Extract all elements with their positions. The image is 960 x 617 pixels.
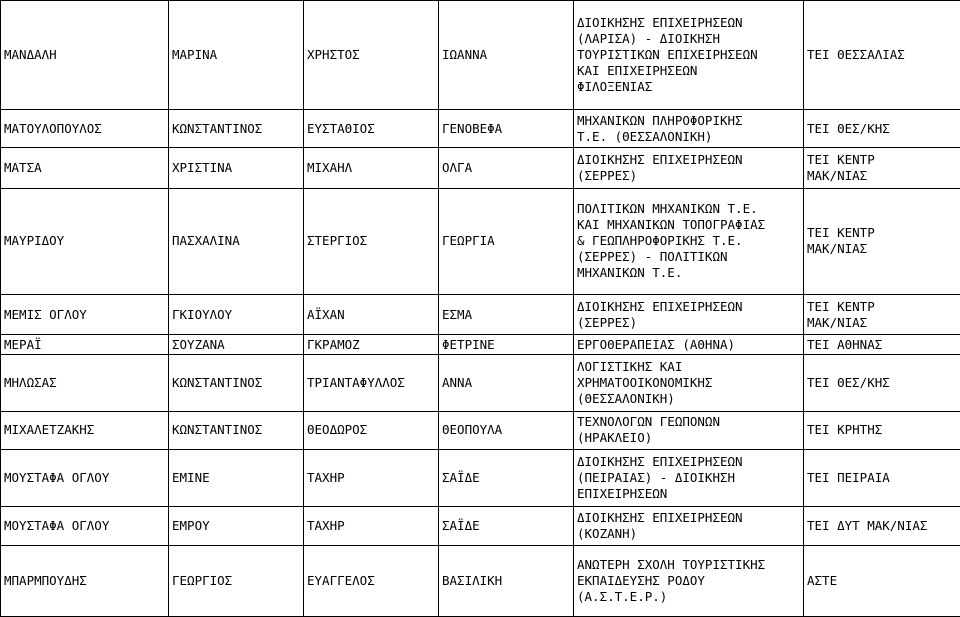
table-row — [1, 335, 960, 354]
institution-cell: ΤΕΙ ΠΕΙΡΑΙΑ — [804, 450, 960, 507]
department-cell: ΔΙΟΙΚΗΣΗΣ ΕΠΙΧΕΙΡΗΣΕΩΝ (ΣΕΡΡΕΣ) — [574, 294, 804, 335]
department-cell: ΤΕΧΝΟΛΟΓΩΝ ΓΕΩΠΟΝΩΝ (ΗΡΑΚΛΕΙΟ) — [574, 411, 804, 450]
first-name-cell: ΓΕΩΡΓΙΟΣ — [169, 545, 304, 616]
father-name-cell: ΧΡΗΣΤΟΣ — [304, 1, 439, 110]
department-cell: ΔΙΟΙΚΗΣΗΣ ΕΠΙΧΕΙΡΗΣΕΩΝ (ΛΑΡΙΣΑ) - ΔΙΟΙΚΗΣΗ ΤΟΥΡΙΣΤΙΚΩΝ ΕΠΙΧΕΙΡΗΣΕΩΝ ΚΑΙ ΕΠΙΧΕΙΡΗΣΕΩΝ ΦΙΛΟΞΕΝΙΑΣ — [574, 1, 804, 110]
table-row — [1, 354, 960, 411]
department-cell: ΛΟΓΙΣΤΙΚΗΣ ΚΑΙ ΧΡΗΜΑΤΟΟΙΚΟΝΟΜΙΚΗΣ (ΘΕΣΣΑΛΟΝΙΚΗ) — [574, 354, 804, 411]
results-table-body — [1, 1, 960, 617]
mother-name-cell: ΦΕΤΡΙΝΕ — [439, 335, 574, 354]
mother-name-cell: ΣΑΪΔΕ — [439, 450, 574, 507]
table-row — [1, 450, 960, 507]
table-row — [1, 109, 960, 148]
father-name-cell: ΤΡΙΑΝΤΑΦΥΛΛΟΣ — [304, 354, 439, 411]
institution-cell: ΤΕΙ ΚΡΗΤΗΣ — [804, 411, 960, 450]
surname-cell: ΜΕΡΑΪ — [1, 335, 169, 354]
institution-cell: ΤΕΙ ΑΘΗΝΑΣ — [804, 335, 960, 354]
department-cell: ΑΝΩΤΕΡΗ ΣΧΟΛΗ ΤΟΥΡΙΣΤΙΚΗΣ ΕΚΠΑΙΔΕΥΣΗΣ ΡΟΔΟΥ (Α.Σ.Τ.Ε.Ρ.) — [574, 545, 804, 616]
table-row — [1, 148, 960, 189]
surname-cell: ΜΑΤΣΑ — [1, 148, 169, 189]
mother-name-cell: ΘΕΟΠΟΥΛΑ — [439, 411, 574, 450]
first-name-cell: ΜΑΡΙΝΑ — [169, 1, 304, 110]
surname-cell: ΜΑΝΔΑΛΗ — [1, 1, 169, 110]
first-name-cell: ΓΚΙΟΥΛΟΥ — [169, 294, 304, 335]
surname-cell: ΜΟΥΣΤΑΦΑ ΟΓΛΟΥ — [1, 507, 169, 546]
department-cell: ΕΡΓΟΘΕΡΑΠΕΙΑΣ (ΑΘΗΝΑ) — [574, 335, 804, 354]
institution-cell: ΑΣΤΕ — [804, 545, 960, 616]
institution-cell: ΤΕΙ ΘΕΣΣΑΛΙΑΣ — [804, 1, 960, 110]
first-name-cell: ΠΑΣΧΑΛΙΝΑ — [169, 189, 304, 295]
father-name-cell: ΓΚΡΑΜΟΖ — [304, 335, 439, 354]
mother-name-cell: ΒΑΣΙΛΙΚΗ — [439, 545, 574, 616]
surname-cell: ΜΗΛΩΣΑΣ — [1, 354, 169, 411]
table-row — [1, 411, 960, 450]
institution-cell: ΤΕΙ ΚΕΝΤΡ ΜΑΚ/ΝΙΑΣ — [804, 189, 960, 295]
father-name-cell: ΕΥΣΤΑΘΙΟΣ — [304, 109, 439, 148]
table-row — [1, 1, 960, 110]
mother-name-cell: ΙΩΑΝΝΑ — [439, 1, 574, 110]
institution-cell: ΤΕΙ ΘΕΣ/ΚΗΣ — [804, 109, 960, 148]
department-cell: ΠΟΛΙΤΙΚΩΝ ΜΗΧΑΝΙΚΩΝ Τ.Ε. ΚΑΙ ΜΗΧΑΝΙΚΩΝ ΤΟΠΟΓΡΑΦΙΑΣ & ΓΕΩΠΛΗΡΟΦΟΡΙΚΗΣ Τ.Ε. (ΣΕΡΡΕΣ) - ΠΟΛΙΤΙΚΩΝ ΜΗΧΑΝΙΚΩΝ Τ.Ε. — [574, 189, 804, 295]
surname-cell: ΜΑΤΟΥΛΟΠΟΥΛΟΣ — [1, 109, 169, 148]
surname-cell: ΜΠΑΡΜΠΟΥΔΗΣ — [1, 545, 169, 616]
father-name-cell: ΣΤΕΡΓΙΟΣ — [304, 189, 439, 295]
first-name-cell: ΕΜΡΟΥ — [169, 507, 304, 546]
table-row — [1, 507, 960, 546]
surname-cell: ΜΙΧΑΛΕΤΖΑΚΗΣ — [1, 411, 169, 450]
surname-cell: ΜΕΜΙΣ ΟΓΛΟΥ — [1, 294, 169, 335]
mother-name-cell: ΑΝΝΑ — [439, 354, 574, 411]
first-name-cell: ΧΡΙΣΤΙΝΑ — [169, 148, 304, 189]
department-cell: ΔΙΟΙΚΗΣΗΣ ΕΠΙΧΕΙΡΗΣΕΩΝ (ΠΕΙΡΑΙΑΣ) - ΔΙΟΙΚΗΣΗ ΕΠΙΧΕΙΡΗΣΕΩΝ — [574, 450, 804, 507]
institution-cell: ΤΕΙ ΚΕΝΤΡ ΜΑΚ/ΝΙΑΣ — [804, 294, 960, 335]
father-name-cell: ΤΑΧΗΡ — [304, 450, 439, 507]
father-name-cell: ΑΪΧΑΝ — [304, 294, 439, 335]
department-cell: ΜΗΧΑΝΙΚΩΝ ΠΛΗΡΟΦΟΡΙΚΗΣ Τ.Ε. (ΘΕΣΣΑΛΟΝΙΚΗ) — [574, 109, 804, 148]
first-name-cell: ΚΩΝΣΤΑΝΤΙΝΟΣ — [169, 411, 304, 450]
surname-cell: ΜΑΥΡΙΔΟΥ — [1, 189, 169, 295]
first-name-cell: ΚΩΝΣΤΑΝΤΙΝΟΣ — [169, 354, 304, 411]
mother-name-cell: ΓΕΩΡΓΙΑ — [439, 189, 574, 295]
table-row — [1, 189, 960, 295]
mother-name-cell: ΓΕΝΟΒΕΦΑ — [439, 109, 574, 148]
mother-name-cell: ΟΛΓΑ — [439, 148, 574, 189]
surname-cell: ΜΟΥΣΤΑΦΑ ΟΓΛΟΥ — [1, 450, 169, 507]
institution-cell: ΤΕΙ ΔΥΤ ΜΑΚ/ΝΙΑΣ — [804, 507, 960, 546]
father-name-cell: ΜΙΧΑΗΛ — [304, 148, 439, 189]
table-row — [1, 545, 960, 616]
institution-cell: ΤΕΙ ΘΕΣ/ΚΗΣ — [804, 354, 960, 411]
father-name-cell: ΘΕΟΔΩΡΟΣ — [304, 411, 439, 450]
table-row — [1, 294, 960, 335]
department-cell: ΔΙΟΙΚΗΣΗΣ ΕΠΙΧΕΙΡΗΣΕΩΝ (ΣΕΡΡΕΣ) — [574, 148, 804, 189]
mother-name-cell: ΣΑΪΔΕ — [439, 507, 574, 546]
institution-cell: ΤΕΙ ΚΕΝΤΡ ΜΑΚ/ΝΙΑΣ — [804, 148, 960, 189]
father-name-cell: ΕΥΑΓΓΕΛΟΣ — [304, 545, 439, 616]
first-name-cell: ΚΩΝΣΤΑΝΤΙΝΟΣ — [169, 109, 304, 148]
mother-name-cell: ΕΣΜΑ — [439, 294, 574, 335]
father-name-cell: ΤΑΧΗΡ — [304, 507, 439, 546]
first-name-cell: ΕΜΙΝΕ — [169, 450, 304, 507]
first-name-cell: ΣΟΥΖΑΝΑ — [169, 335, 304, 354]
department-cell: ΔΙΟΙΚΗΣΗΣ ΕΠΙΧΕΙΡΗΣΕΩΝ (ΚΟΖΑΝΗ) — [574, 507, 804, 546]
